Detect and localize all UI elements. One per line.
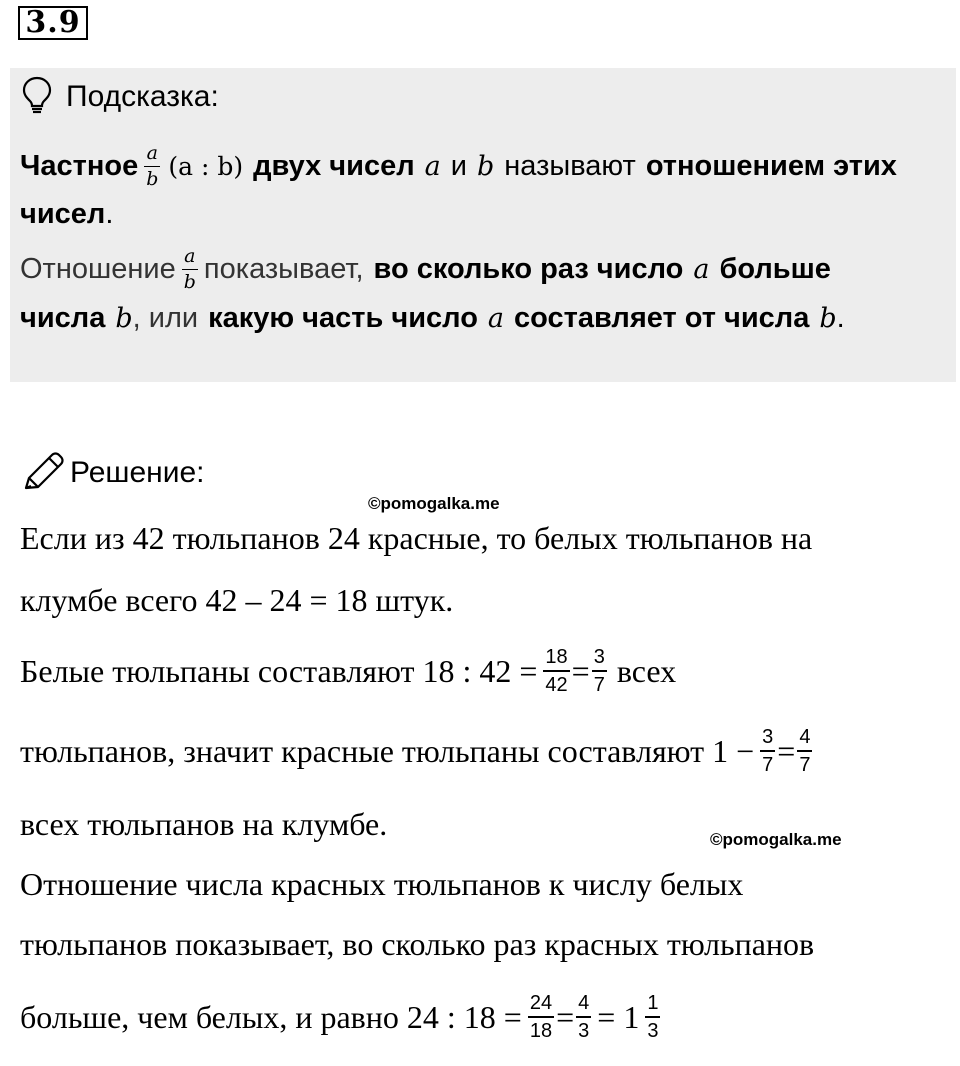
hint-text: составляет от числа (514, 302, 810, 334)
fraction (543, 647, 569, 695)
hint-text: какую часть число (208, 302, 478, 334)
fraction-numerator: a (146, 141, 158, 164)
solution-text: тюльпанов, значит красные тюльпаны составляют 1 − (20, 732, 755, 769)
hint-text: во сколько раз число (373, 252, 684, 285)
solution-line-3 (20, 638, 676, 704)
math-variable: a (693, 253, 710, 285)
fraction (760, 727, 775, 775)
fraction (528, 993, 554, 1041)
fraction-numerator: 4 (578, 992, 590, 1014)
equals-sign: = (556, 998, 575, 1035)
hint-line-1 (20, 140, 897, 192)
hint-text: , или (132, 302, 199, 334)
fraction (182, 244, 198, 293)
hint-text: Отношение (20, 252, 176, 285)
math-variable: a (424, 150, 441, 182)
fraction-denominator: 18 (528, 1016, 554, 1041)
math-variable: b (115, 303, 133, 334)
fraction-numerator: a (184, 244, 196, 267)
hint-text: . (105, 198, 114, 230)
hint-text: двух чисел (253, 149, 415, 182)
hint-text: называют (504, 149, 636, 182)
hint-text: Частное (20, 149, 139, 182)
hint-text: больше (719, 252, 831, 285)
solution-line-4 (20, 718, 814, 784)
solution-text: больше, чем белых, и равно 24 : 18 = (20, 998, 522, 1035)
fraction-denominator: 7 (760, 750, 775, 775)
math-variable: b (819, 303, 837, 334)
fraction-numerator: 3 (593, 646, 605, 668)
fraction (645, 993, 660, 1041)
fraction-denominator: 7 (797, 750, 812, 775)
hint-text: . (836, 302, 845, 334)
solution-text: = 1 (597, 998, 640, 1035)
solution-line-5: всех тюльпанов на клумбе. (20, 806, 388, 842)
solution-line-2: клумбе всего 42 – 24 = 18 штук. (20, 582, 454, 618)
problem-number: 3.9 (18, 6, 88, 40)
solution-line-7: тюльпанов показывает, во сколько раз красных тюльпанов (20, 926, 815, 962)
hint-title: Подсказка: (66, 80, 219, 113)
watermark: ©pomogalka.me (710, 830, 842, 849)
fraction-denominator: 7 (592, 670, 607, 695)
hint-line-3 (20, 242, 831, 296)
solution-text: всех (616, 652, 677, 689)
hint-text: и (450, 149, 467, 182)
fraction (576, 993, 591, 1041)
equals-sign: = (571, 652, 590, 689)
solution-title: Решение: (70, 456, 205, 489)
fraction (144, 141, 160, 190)
fraction-denominator: 3 (645, 1016, 660, 1041)
solution-line-1: Если из 42 тюльпанов 24 красные, то белых тюльпанов на (20, 520, 813, 556)
fraction-denominator: 3 (576, 1016, 591, 1041)
fraction-numerator: 4 (799, 726, 811, 748)
solution-line-6: Отношение числа красных тюльпанов к числу белых (20, 866, 744, 902)
equals-sign: = (777, 732, 796, 769)
pencil-icon (22, 452, 64, 492)
solution-line-8 (20, 984, 662, 1050)
fraction-denominator: b (183, 270, 196, 293)
hint-text: отношением этих (645, 149, 897, 182)
hint-text: показывает, (203, 252, 364, 285)
fraction (592, 647, 607, 695)
fraction (797, 727, 812, 775)
lightbulb-icon (22, 76, 52, 114)
fraction-denominator: 42 (543, 670, 569, 695)
hint-text: чисел (20, 198, 106, 230)
hint-text: числа (20, 302, 106, 334)
fraction-numerator: 18 (545, 646, 568, 668)
fraction-numerator: 1 (647, 992, 659, 1014)
math-variable: a (487, 303, 505, 334)
solution-text: Белые тюльпаны составляют 18 : 42 = (20, 652, 538, 689)
fraction-numerator: 3 (762, 726, 774, 748)
hint-line-4 (20, 302, 845, 335)
math-expression: (a : b) (168, 151, 244, 181)
math-variable: b (476, 150, 495, 182)
hint-line-2 (20, 198, 113, 231)
watermark: ©pomogalka.me (368, 494, 500, 513)
fraction-denominator: b (146, 167, 159, 190)
fraction-numerator: 24 (529, 992, 553, 1014)
